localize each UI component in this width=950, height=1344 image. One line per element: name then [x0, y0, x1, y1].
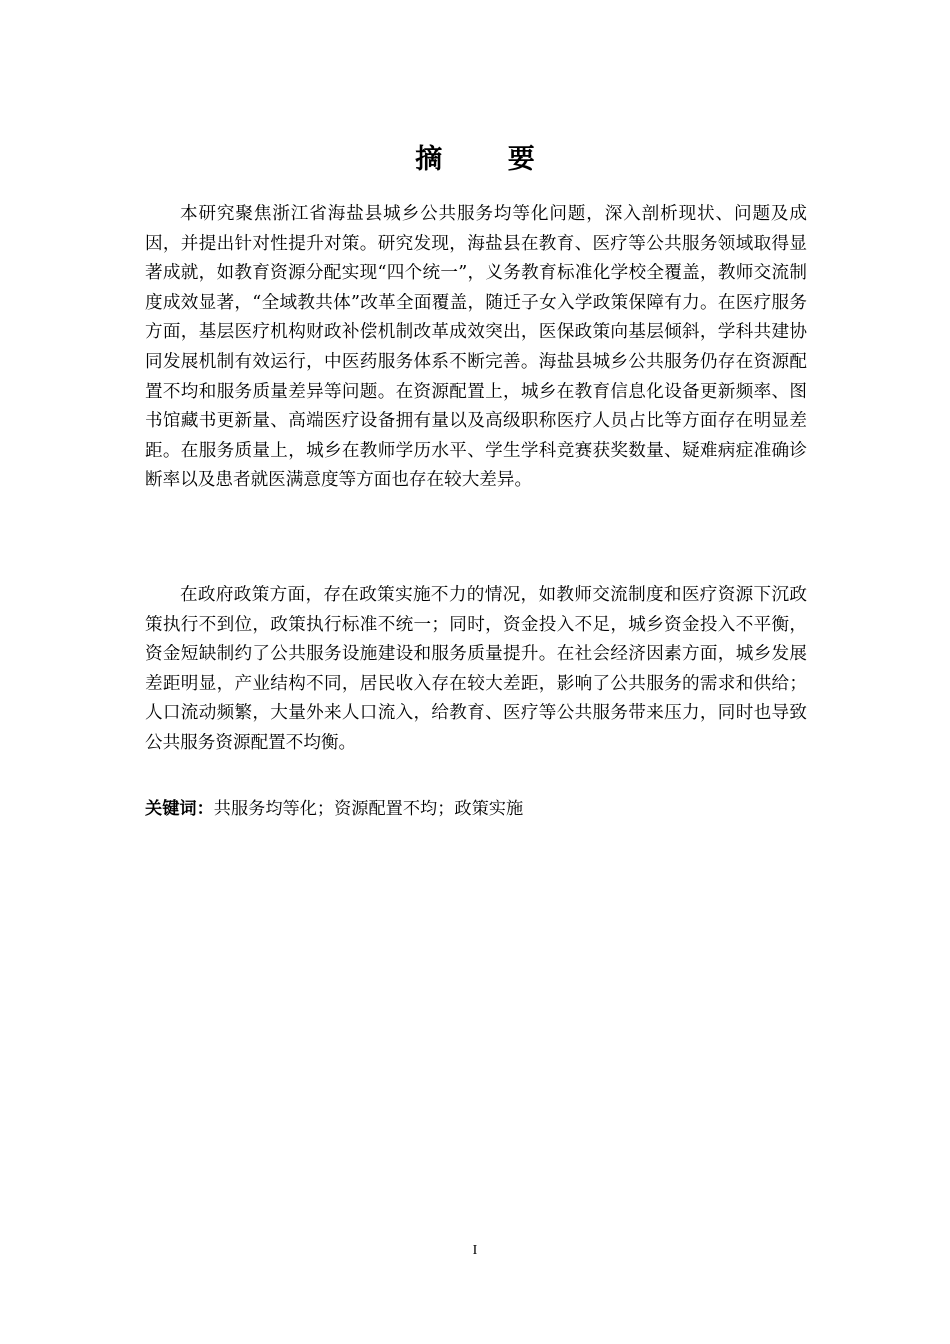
- keywords-value: 共服务均等化；资源配置不均；政策实施: [213, 799, 524, 819]
- keywords-line: [145, 795, 807, 824]
- page-number: I: [472, 1243, 478, 1258]
- keywords-label: 关键词：: [145, 799, 214, 819]
- abstract-title: 摘 要: [415, 144, 563, 175]
- abstract-paragraph-2: 在政府政策方面，存在政策实施不力的情况，如教师交流制度和医疗资源下沉政策执行不到位，政策执行标准不统一；同时，资金投入不足，城乡资金投入不平衡，资金短缺制约了公共服务设施建设和服务质量提升。在社会经济因素方面，城乡发展差距明显，产业结构不同，居民收入存在较大差距，影响了公共服务的需求和供给；人口流动频繁，大量外来人口流入，给教育、医疗等公共服务带来压力，同时也导致公共服务资源配置不均衡。: [145, 585, 807, 753]
- abstract-paragraph-1: 本研究聚焦浙江省海盐县城乡公共服务均等化问题，深入剖析现状、问题及成因，并提出针对性提升对策。研究发现，海盐县在教育、医疗等公共服务领域取得显著成就，如教育资源分配实现“四个统一”，义务教育标准化学校全覆盖，教师交流制度成效显著，“全域教共体”改革全面覆盖，随迁子女入学政策保障有力。在医疗服务方面，基层医疗机构财政补偿机制改革成效突出，医保政策向基层倾斜，学科共建协同发展机制有效运行，中医药服务体系不断完善。海盐县城乡公共服务仍存在资源配置不均和服务质量差异等问题。在资源配置上，城乡在教育信息化设备更新频率、图书馆藏书更新量、高端医疗设备拥有量以及高级职称医疗人员占比等方面存在明显差距。在服务质量上，城乡在教师学历水平、学生学科竞赛获奖数量、疑难病症准确诊断率以及患者就医满意度等方面也存在较大差异。: [145, 204, 807, 491]
